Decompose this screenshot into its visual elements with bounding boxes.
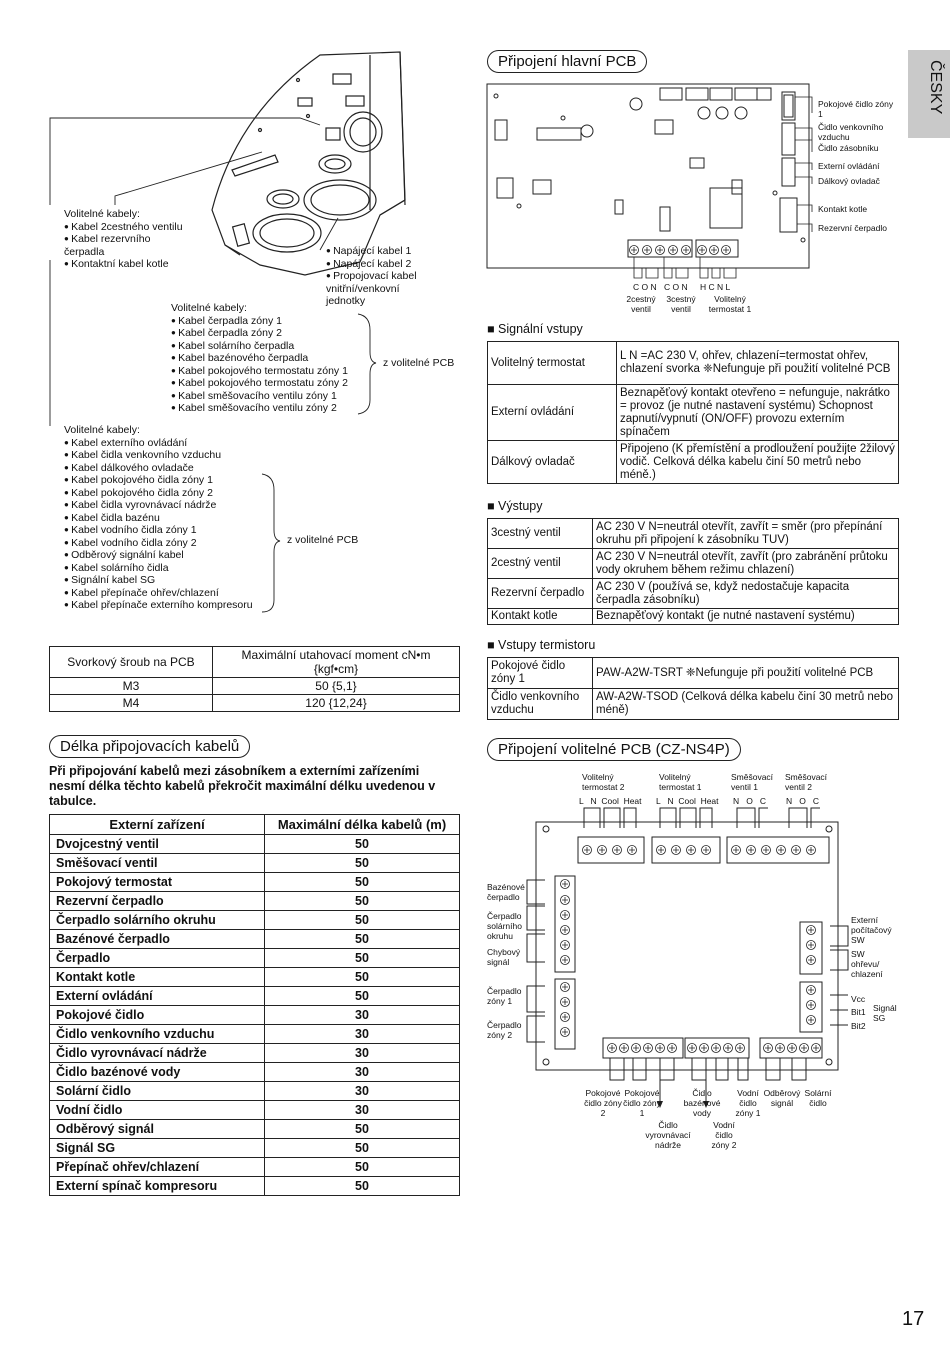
table-cell: AC 230 V (používá se, když nedostačuje kapacita čerpadla zásobníku) xyxy=(593,579,899,609)
opt-left-label: Chybový signál xyxy=(487,947,521,967)
torque-header: Svorkový šroub na PCB xyxy=(50,647,213,678)
cable-table-header: Maximální délka kabelů (m) xyxy=(265,815,460,835)
cable-label: ● Kabel vodního čidla zóny 1 xyxy=(64,524,253,537)
table-cell: Čidlo venkovního vzduchu xyxy=(488,689,593,720)
torque-cell: 50 {5,1} xyxy=(213,678,460,695)
cable-label: ● Kabel pokojového čidla zóny 1 xyxy=(64,474,253,487)
language-label: ČESKY xyxy=(927,60,944,115)
cable-label: ● Signální kabel SG xyxy=(64,574,253,587)
pcb-label: Kontakt kotle xyxy=(818,204,868,214)
cable-label: ● Kabel dálkového ovladače xyxy=(64,462,253,475)
pcb-bottom-label: 2cestný ventil xyxy=(626,294,656,314)
cable-label: ● Kabel pokojového termostatu zóny 1 xyxy=(171,365,348,378)
opt-right-label: Vcc xyxy=(851,994,866,1004)
opt-top-terms: L N Cool Heat xyxy=(579,796,642,806)
table-cell: AC 230 V N=neutrál otevřít, zavřít = směr (pro přepínání okruhu při připojení k zásobníku TUV) xyxy=(593,519,899,549)
device-name-cell: Čidlo vyrovnávací nádrže xyxy=(50,1044,265,1063)
opt-bottom-label: Vodní čidlo zóny 1 xyxy=(735,1088,761,1118)
opt-left-label: Čerpadlo zóny 1 xyxy=(487,986,522,1006)
group3-note: z volitelné PCB xyxy=(383,357,455,369)
cable-label: ● Kabel rezervního čerpadla xyxy=(64,233,184,258)
device-name-cell: Solární čidlo xyxy=(50,1082,265,1101)
cable-label: ● Kabel pokojového čidla zóny 2 xyxy=(64,487,253,500)
cable-label: ● Kabel čidla venkovního vzduchu xyxy=(64,449,253,462)
opt-bottom-label: Čidlo bazénové vody xyxy=(683,1088,721,1118)
group-title: Volitelné kabely: xyxy=(171,302,247,314)
device-name-cell: Čerpadlo xyxy=(50,949,265,968)
max-length-cell: 50 xyxy=(265,911,460,930)
pcb-label: Rezervní čerpadlo xyxy=(818,223,887,233)
cable-label: ● Kabel čidla bazénu xyxy=(64,512,253,525)
table-cell: 2cestný ventil xyxy=(488,549,593,579)
device-name-cell: Dvojcestný ventil xyxy=(50,835,265,854)
device-name-cell: Rezervní čerpadlo xyxy=(50,892,265,911)
torque-cell: M3 xyxy=(50,678,213,695)
table-cell: Připojeno (K přemístění a prodloužení použijte 2žilový vodič. Celková délka kabelu činí 50 metrů nebo méně.) xyxy=(617,441,899,484)
cable-label: ● Kabel vodního čidla zóny 2 xyxy=(64,537,253,550)
device-name-cell: Přepínač ohřev/chlazení xyxy=(50,1158,265,1177)
device-name-cell: Čerpadlo solárního okruhu xyxy=(50,911,265,930)
device-name-cell: Odběrový signál xyxy=(50,1120,265,1139)
group-title: Volitelné kabely: xyxy=(64,424,140,436)
opt-left-label: Bazénové čerpadlo xyxy=(487,882,525,902)
opt-bottom-label: Čidlo vyrovnávací nádrže xyxy=(645,1120,691,1150)
device-name-cell: Čidlo venkovního vzduchu xyxy=(50,1025,265,1044)
pcb-bottom-label: 3cestný ventil xyxy=(666,294,696,314)
pcb-bottom-label: Volitelný termostat 1 xyxy=(708,294,752,314)
table-cell: Beznapěťový kontakt otevřeno = nefunguje, nakrátko = provoz (je nutné nastavení systému) Schopnost zapnutí/vypnutí (ON/OFF) provozu externím spínačem xyxy=(617,385,899,441)
opt-right-label: Bit2 xyxy=(851,1021,866,1031)
cable-label: ● Napájecí kabel 1 xyxy=(326,245,436,258)
table-cell: Pokojové čidlo zóny 1 xyxy=(488,658,593,689)
cable-length-intro: Při připojování kabelů mezi zásobníkem a externími zařízeními nesmí délka těchto kabelů překročit maximální délku uvedenou v tabulce. xyxy=(49,764,436,808)
device-name-cell: Vodní čidlo xyxy=(50,1101,265,1120)
max-length-cell: 50 xyxy=(265,835,460,854)
cable-label: ● Kabel 2cestného ventilu xyxy=(64,221,184,234)
device-name-cell: Bazénové čerpadlo xyxy=(50,930,265,949)
max-length-cell: 30 xyxy=(265,1101,460,1120)
opt-bottom-label: Odběrový signál xyxy=(763,1088,801,1108)
table-cell: AW-A2W-TSOD (Celková délka kabelu činí 30 metrů nebo méně) xyxy=(593,689,899,720)
opt-top-label: Volitelný termostat 1 xyxy=(659,772,702,792)
opt-right-label: Bit1 xyxy=(851,1007,866,1017)
opt-top-terms: N O C xyxy=(733,796,767,806)
max-length-cell: 30 xyxy=(265,1044,460,1063)
opt-top-label: Volitelný termostat 2 xyxy=(582,772,625,792)
table-cell: L N =AC 230 V, ohřev, chlazení=termostat ohřev, chlazení svorka ❈Nefunguje při použití volitelné PCB xyxy=(617,342,899,385)
opt-right-label: Externí počítačový SW xyxy=(851,915,892,945)
cable-table-header: Externí zařízení xyxy=(50,815,265,835)
pcb-terminal: C O N xyxy=(664,282,688,292)
group-title: Volitelné kabely: xyxy=(64,208,140,220)
table-cell: Rezervní čerpadlo xyxy=(488,579,593,609)
table-cell: 3cestný ventil xyxy=(488,519,593,549)
device-name-cell: Směšovací ventil xyxy=(50,854,265,873)
max-length-cell: 50 xyxy=(265,873,460,892)
max-length-cell: 30 xyxy=(265,1025,460,1044)
opt-left-label: Čerpadlo solárního okruhu xyxy=(487,911,522,941)
max-length-cell: 30 xyxy=(265,1082,460,1101)
opt-right-label: SW ohřevu/ chlazení xyxy=(851,949,883,979)
table-cell: PAW-A2W-TSRT ❈Nefunguje při použití volitelné PCB xyxy=(593,658,899,689)
opt-top-terms: L N Cool Heat xyxy=(656,796,719,806)
opt-top-label: Směšovací ventil 1 xyxy=(731,772,774,792)
pcb-label: Čidlo zásobníku xyxy=(818,143,879,153)
cable-label: ● Kabel směšovacího ventilu zóny 2 xyxy=(171,402,348,415)
device-name-cell: Čidlo bazénové vody xyxy=(50,1063,265,1082)
cable-label: ● Kabel solárního čidla xyxy=(64,562,253,575)
max-length-cell: 50 xyxy=(265,892,460,911)
cable-label: ● Odběrový signální kabel xyxy=(64,549,253,562)
table-cell: Volitelný termostat xyxy=(488,342,617,385)
pcb-label: Čidlo venkovního vzduchu xyxy=(818,122,884,142)
max-length-cell: 50 xyxy=(265,930,460,949)
max-length-cell: 50 xyxy=(265,968,460,987)
page-number: 17 xyxy=(902,1308,925,1330)
cable-label: ● Kabel čerpadla zóny 2 xyxy=(171,327,348,340)
max-length-cell: 30 xyxy=(265,1006,460,1025)
torque-header: Maximální utahovací moment cN•m {kgf•cm} xyxy=(213,647,460,678)
thermistor-inputs-title: ■ Vstupy termistoru xyxy=(487,638,595,652)
device-name-cell: Externí spínač kompresoru xyxy=(50,1177,265,1196)
cable-label: ● Kabel přepínače ohřev/chlazení xyxy=(64,587,253,600)
opt-bottom-label: Solární čidlo xyxy=(804,1088,832,1108)
device-name-cell: Signál SG xyxy=(50,1139,265,1158)
group4-note: z volitelné PCB xyxy=(287,534,359,546)
cable-label: ● Kabel pokojového termostatu zóny 2 xyxy=(171,377,348,390)
outputs-title: ■ Výstupy xyxy=(487,499,543,513)
max-length-cell: 50 xyxy=(265,1139,460,1158)
table-cell: Externí ovládání xyxy=(488,385,617,441)
cable-label: ● Kabel čerpadla zóny 1 xyxy=(171,315,348,328)
torque-cell: 120 {12,24} xyxy=(213,695,460,712)
max-length-cell: 50 xyxy=(265,1158,460,1177)
pcb-label: Externí ovládání xyxy=(818,161,880,171)
opt-left-label: Čerpadlo zóny 2 xyxy=(487,1020,522,1040)
device-name-cell: Externí ovládání xyxy=(50,987,265,1006)
max-length-cell: 50 xyxy=(265,1177,460,1196)
cable-label: ● Kabel přepínače externího kompresoru xyxy=(64,599,253,612)
device-name-cell: Pokojový termostat xyxy=(50,873,265,892)
max-length-cell: 50 xyxy=(265,949,460,968)
cable-label: ● Kabel externího ovládání xyxy=(64,437,253,450)
device-name-cell: Kontakt kotle xyxy=(50,968,265,987)
max-length-cell: 50 xyxy=(265,987,460,1006)
table-cell: Dálkový ovladač xyxy=(488,441,617,484)
device-name-cell: Pokojové čidlo xyxy=(50,1006,265,1025)
main-pcb-title: Připojení hlavní PCB xyxy=(487,50,647,73)
cable-label: ● Propojovací kabel vnitřní/venkovní jednotky xyxy=(326,270,436,308)
pcb-label: Dálkový ovladač xyxy=(818,176,880,186)
cable-label: ● Kontaktní kabel kotle xyxy=(64,258,184,271)
opt-bottom-label: Pokojové čidlo zóny 1 xyxy=(623,1088,661,1118)
max-length-cell: 50 xyxy=(265,854,460,873)
opt-top-label: Směšovací ventil 2 xyxy=(785,772,828,792)
cable-label: ● Kabel čidla vyrovnávací nádrže xyxy=(64,499,253,512)
table-cell: AC 230 V N=neutrál otevřít, zavřít (pro zabránění průtoku vody okruhem během režimu chlazení) xyxy=(593,549,899,579)
opt-right-label: Signál SG xyxy=(873,1003,897,1023)
max-length-cell: 30 xyxy=(265,1063,460,1082)
table-cell: Kontakt kotle xyxy=(488,609,593,625)
cable-length-title: Délka připojovacích kabelů xyxy=(49,735,250,758)
opt-bottom-label: Pokojové čidlo zóny 2 xyxy=(584,1088,622,1118)
cable-label: ● Kabel bazénového čerpadla xyxy=(171,352,348,365)
cable-label: ● Napájecí kabel 2 xyxy=(326,258,436,271)
pcb-terminal: H C N L xyxy=(700,282,731,292)
opt-top-terms: N O C xyxy=(786,796,820,806)
pcb-label: Pokojové čidlo zóny 1 xyxy=(818,99,894,119)
cable-label: ● Kabel solárního čerpadla xyxy=(171,340,348,353)
signal-inputs-title: ■ Signální vstupy xyxy=(487,322,583,336)
opt-bottom-label: Vodní čidlo zóny 2 xyxy=(711,1120,737,1150)
optional-pcb-title: Připojení volitelné PCB (CZ-NS4P) xyxy=(487,738,741,761)
table-cell: Beznapěťový kontakt (je nutné nastavení systému) xyxy=(593,609,899,625)
pcb-terminal: C O N xyxy=(633,282,657,292)
max-length-cell: 50 xyxy=(265,1120,460,1139)
torque-cell: M4 xyxy=(50,695,213,712)
cable-label: ● Kabel směšovacího ventilu zóny 1 xyxy=(171,390,348,403)
